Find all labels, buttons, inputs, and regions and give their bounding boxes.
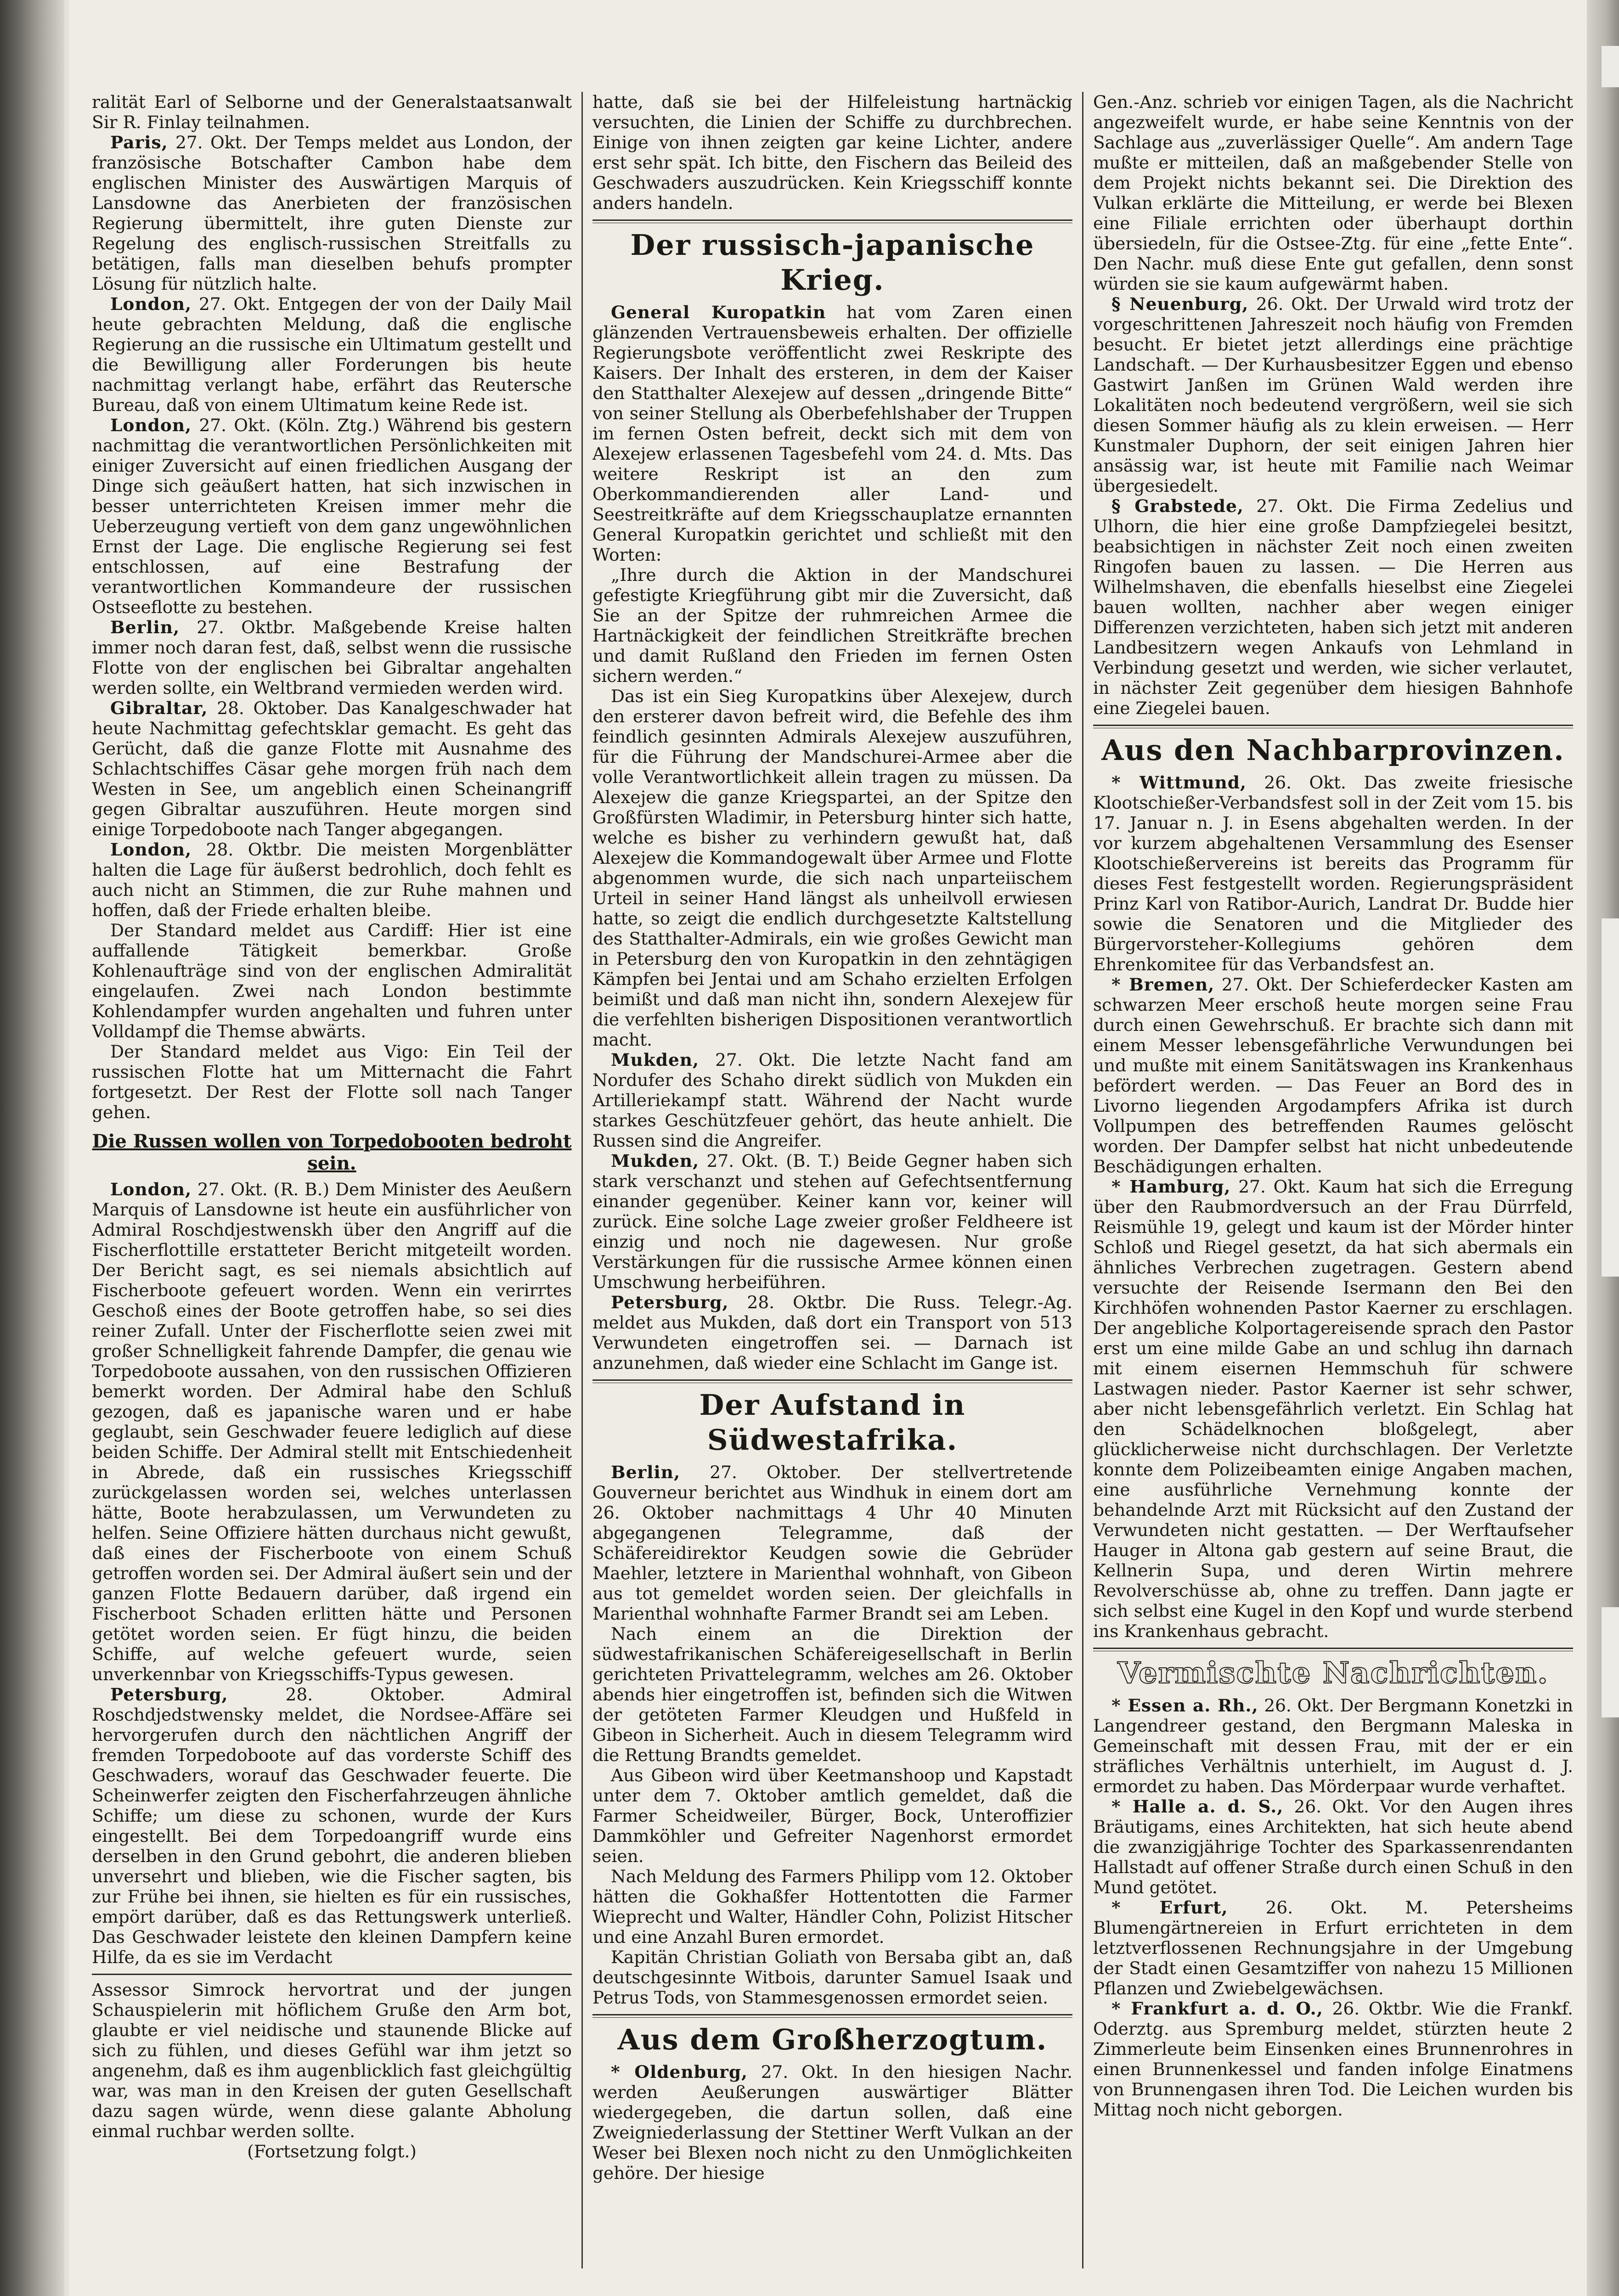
news-text: 27. Okt. Der Temps meldet aus London, der französische Botschafter Cambon habe dem englischen Minister des Auswärtigen Marquis of Lansdowne das Anerbieten der französischen Regierung übermittelt, ihre guten Dienste zur Regelung des englisch-russischen Streitfalls zu betätigen, falls man dieselben behufs prompter Lösung für nützlich halte. [92,132,572,294]
column-divider [1082,92,1083,2268]
book-binding-shadow [0,0,64,2296]
page-edge-tab [1602,1607,1619,1717]
dateline: * Halle a. d. S., [1111,1796,1284,1817]
news-item-hamburg [1093,1176,1573,1641]
dateline: London, [110,415,192,435]
divider [592,219,1072,223]
text-columns [92,92,1587,2268]
page-edge-tab [1602,918,1619,1277]
column-2 [592,92,1072,2268]
news-item-berlin [592,1462,1072,1624]
continued-note: (Fortsetzung folgt.) [247,2141,417,2161]
section-heading: Vermischte Nachrichten. [1117,1656,1549,1690]
news-item-kuropatkin [592,302,1072,565]
news-item-mukden [592,1050,1072,1151]
news-item-bremen [1093,974,1573,1176]
news-item-paris [92,132,572,294]
news-item-wittmund [1093,772,1573,974]
dateline: Gibraltar, [110,698,208,718]
news-item-neuenburg [1093,294,1573,496]
section-heading: Der Aufstand in Südwestafrika. [699,1388,966,1457]
news-text: 27. Okt. Entgegen der von der Daily Mail heute gebrachten Meldung, daß die englische Regierung an die russische ein Ultimatum gestellt und die Bewilligung aller Forderungen bis heute nachmittag verlangt habe, erfährt das Reutersche Bureau, daß von einem Ultimatum keine Rede ist. [92,294,572,415]
divider [592,2014,1072,2018]
paragraph: Kapitän Christian Goliath von Bersaba gibt an, daß deutschgesinnte Witbois, darunter Samuel Isaak und Petrus Tods, von Stammesgenossen ermordet seien. [592,1947,1072,2008]
dateline: * Erfurt, [1111,1897,1228,1918]
dateline: Petersburg, [611,1292,729,1312]
news-text: 26. Okt. Vor den Augen ihres Bräutigams, eines Architekten, hat sich heute abend die zwanzigjährige Tochter des Sparkassenrendanten Hallstadt auf offener Straße durch einen Schuß in den Mund getötet. [1093,1796,1573,1897]
news-text: 27. Okt. Die Firma Zedelius und Ulhorn, die hier eine große Dampfziegelei besitzt, beabsichtigen in nächster Zeit noch einen zweiten Ringofen bauen zu lassen. — Die Herren aus Wilhelmshaven, die ebenfalls hieselbst eine Ziegelei bauen wollten, nachher aber wegen einiger Differenzen verzichteten, haben sich jetzt mit anderen Landbesitzern wegen Ankaufs von Lehmland in Verbindung gesetzt und werden, wie sicher verlautet, in nächster Zeit gegenüber dem hiesigen Bahnhofe eine Ziegelei bauen. [1093,496,1573,718]
dateline: Berlin, [110,617,180,637]
news-item-petersburg [592,1292,1072,1373]
news-item-essen [1093,1695,1573,1796]
section-heading: Aus dem Großherzogtum. [617,2023,1048,2056]
news-item-london [92,294,572,415]
news-text: 27. Okt. (B. T.) Beide Gegner haben sich stark verschanzt und stehen auf Gefechtsentfernung einander gegenüber. Keiner kann vor, keiner will zurück. Eine solche Lage zweier großer Feldheere ist einzig und noch nie dagewesen. Nur große Verstärkungen für die russische Armee können einen Umschwung herbeiführen. [592,1151,1072,1292]
dateline: * Oldenburg, [611,2062,748,2082]
paragraph: Gen.-Anz. schrieb vor einigen Tagen, als die Nachricht angezweifelt wurde, er habe seine Kenntnis von der Sachlage aus „zuverlässiger Quelle“. Am andern Tage mußte er mitteilen, daß an maßgebender Stelle von dem Projekt nichts bekannt sei. Die Direktion des Vulkan erklärte die Mitteilung, er werde bei Blexen eine Filiale errichten oder überhaupt dorthin übersiedeln, für die Ostsee-Ztg. für eine „fette Ente“. Den Nachr. muß diese Ente gut gefallen, denn sonst würden sie sie kaum aufgewärmt haben. [1093,92,1573,294]
news-text: hat vom Zaren einen glänzenden Vertrauensbeweis erhalten. Der offizielle Regierungsbote veröffentlicht zwei Reskripte des Kaisers. Der Inhalt des ersteren, in dem der Kaiser den Statthalter Alexejew auf dessen „dringende Bitte“ von seiner Stellung als Oberbefehlshaber der Truppen im fernen Osten befreit, deckt sich mit dem von Alexejew erlassenen Tagesbefehl vom 24. d. Mts. Das weitere Reskript ist an den zum Oberkommandierenden aller Land- und Seestreitkräfte auf dem Kriegsschauplatze ernannten General Kuropatkin gerichtet und schließt mit den Worten: [592,302,1072,565]
news-item-berlin [92,617,572,698]
dateline: * Hamburg, [1111,1176,1231,1197]
dateline: Berlin, [611,1462,681,1482]
news-text: 28. Oktbr. Die meisten Morgenblätter halten die Lage für äußerst bedrohlich, doch fehlt es auch nicht an Stimmen, die zur Ruhe mahnen und hoffen, daß der Friede erhalten bleibe. [92,839,572,920]
news-item-london [92,839,572,920]
dateline: General Kuropatkin [611,302,826,322]
divider [92,1974,572,1975]
divider [1093,1648,1573,1651]
dateline: * Frankfurt a. d. O., [1111,1998,1323,2019]
paragraph: Aus Gibeon wird über Keetmanshoop und Kapstadt unter dem 7. Oktober amtlich gemeldet, daß die Farmer Scheidweiler, Bürger, Bock, Unteroffizier Dammköhler und Gefreiter Nagenhorst ermordet seien. [592,1765,1072,1866]
paragraph: hatte, daß sie bei der Hilfeleistung hartnäckig versuchten, die Linien der Schiffe zu durchbrechen. Einige von ihnen zeigten gar keine Lichter, andere erst sehr spät. Ich bitte, den Fischern das Beileid des Geschwaders auszudrücken. Kein Kriegsschiff konnte anders handeln. [592,92,1072,213]
dateline: Petersburg, [110,1684,228,1705]
paragraph: Der Standard meldet aus Cardiff: Hier ist eine auffallende Tätigkeit bemerkbar. Große Kohlenaufträge sind von der englischen Admiralität eingelaufen. Zwei nach London bestimmte Kohlendampfer wurden angehalten und fuhren unter Volldampf die Themse abwärts. [92,920,572,1041]
quotation: „Ihre durch die Aktion in der Mandschurei gefestigte Kriegführung gibt mir die Zuversicht, daß Sie an der Spitze der ruhmreichen Armee die Hartnäckigkeit der feindlichen Streitkräfte brechen und damit Rußland den Frieden im fernen Osten sichern werden.“ [592,565,1072,686]
news-text: 27. Okt. (R. B.) Dem Minister des Aeußern Marquis of Lansdowne ist heute ein ausführlicher von Admiral Roschdjestwenskh über den Angriff auf die Fischerflottille erstatteter Bericht mitgeteilt worden. Der Bericht sagt, es sei niemals absichtlich auf Fischerboote gefeuert worden. Wenn ein verirrtes Geschoß eines der Boote getroffen habe, so sei dies reiner Zufall. Unter der Fischerflotte seien zwei mit großer Schnelligkeit fahrende Dampfer, die genau wie Torpedoboote aussahen, von den russischen Offizieren bemerkt worden. Der Admiral habe den Schluß gezogen, daß es japanische waren und er habe geglaubt, sein Geschwader feuere lediglich auf diese beiden Schiffe. Der Admiral stellt mit Entschiedenheit in Abrede, daß ein russisches Kriegsschiff zurückgelassen worden sei, welches unterlassen hätte, Boote herabzulassen, um Verwundeten zu helfen. Seine Offiziere hätten durchaus nicht gewußt, daß eines der Fischerboote von einem Schuß getroffen worden sei. Der Admiral äußert sein und der ganzen Flotte Bedauern darüber, daß irgend ein Fischerboot Schaden erlitten hätte und Personen getötet worden seien. Er fügt hinzu, die beiden Schiffe, auf welche gefeuert wurde, seien unverkennbar von Kriegsschiffs-Typus gewesen. [92,1179,572,1684]
dateline: Mukden, [611,1050,699,1070]
section-heading: Aus den Nachbarprovinzen. [1101,733,1565,767]
dateline: London, [110,839,192,860]
paragraph: Nach Meldung des Farmers Philipp vom 12. Oktober hätten die Gokhaßfer Hottentotten die Farmer Wieprecht und Walter, Händler Cohn, Polizist Hitscher und eine Anzahl Buren ermordet. [592,1866,1072,1947]
divider [1093,725,1573,728]
news-text: 27. Okt. In den hiesigen Nachr. werden Aeußerungen auswärtiger Blätter wiedergegeben, die dartun sollen, daß eine Zweigniederlassung der Stettiner Werft Vulkan an der Weser bei Blexen noch nicht zu den Unmöglichkeiten gehöre. Der hiesige [592,2062,1072,2183]
column-3 [1093,92,1573,2268]
dateline: * Essen a. Rh., [1111,1695,1258,1716]
dateline: * Wittmund, [1111,772,1247,793]
news-item-erfurt [1093,1897,1573,1998]
dateline: London, [110,294,192,314]
news-item-petersburg [92,1684,572,1967]
paragraph: Das ist ein Sieg Kuropatkins über Alexejew, durch den ersterer davon befreit wird, die Befehle des ihm feindlich gesinnten Admirals Alexejew auszuführen, für die Führung der Mandschurei-Armee aber die volle Verantwortlichkeit allein tragen zu müssen. Da Alexejew die ganze Kriegspartei, an der Spitze den Großfürsten Wladimir, in Petersburg hinter sich hatte, welche es bisher zu verhindern gewußt hat, daß Alexejew die Kommandogewalt über Armee und Flotte abgenommen wurde, die sich nach unparteiischem Urteil in seiner Hand längst als unheilvoll erwiesen hatte, so zeigt die endlich durchgesetzte Kaltstellung des Statthalter-Admirals, ein wie großes Gewicht man in Petersburg den von Kuropatkin in den zehntägigen Kämpfen bei Jentai und am Schaho erzielten Erfolgen beimißt und daß man nicht ihn, sondern Alexejew für die verfehlten bisherigen Dispositionen verantwortlich macht. [592,686,1072,1050]
news-item-frankfurt [1093,1998,1573,2120]
news-text: 27. Oktbr. Maßgebende Kreise halten immer noch daran fest, daß, selbst wenn die russische Flotte von der englischen bei Gibraltar angehalten werden sollte, ein Weltbrand vermieden werden wird. [92,617,572,698]
dateline: Mukden, [611,1151,699,1171]
news-item-oldenburg [592,2062,1072,2183]
news-text: 28. Oktober. Das Kanalgeschwader hat heute Nachmittag gefechtsklar gemacht. Es geht das Gerücht, daß die ganze Flotte mit Ausnahme des Schlachtschiffes Cäsar gehe morgen früh nach dem Westen in See, um angeblich einen Scheinangriff gegen Gibraltar auszuführen. Heute morgen sind einige Torpedoboote nach Tanger abgegangen. [92,698,572,839]
news-item-mukden [592,1151,1072,1292]
news-text: 27. Okt. Die letzte Nacht fand am Nordufer des Schaho direkt südlich von Mukden ein Artilleriekampf statt. Während der Nacht wurde starkes Geschützfeuer gehört, das heute anhielt. Die Russen sind die Angreifer. [592,1050,1072,1151]
dateline: London, [110,1179,192,1199]
news-text: 28. Oktober. Admiral Roschdjedstwensky meldet, die Nordsee-Affäre sei hervorgerufen durch den nächtlichen Angriff der fremden Torpedoboote auf das vorderste Schiff des Geschwaders, worauf das Geschwader feuerte. Die Scheinwerfer zeigten den Fischerfahrzeugen ähnliche Schiffe; um diese zu schonen, wurde der Kurs eingestellt. Bei dem Torpedoangriff wurde eins derselben in den Grund gebohrt, die anderen blieben unversehrt und blieben, wie die Fischer sagten, bis zur Frühe bei ihnen, sie hielten es für ein russisches, empört darüber, daß es das Rettungswerk unterließ. Das Geschwader leistete den kleinen Dampfern keine Hilfe, da es sie im Verdacht [92,1684,572,1967]
news-text: 27. Okt. Kaum hat sich die Erregung über den Raubmordversuch an der Frau Dürrfeld, Reismühle 19, gelegt und kaum ist der Mörder hinter Schloß und Riegel gesetzt, da hat sich abermals ein ähnliches Verbrechen zugetragen. Gestern abend versuchte der Reisende Isermann den Bei den Kirchhöfen wohnenden Pastor Kaerner zu erschlagen. Der angebliche Kolportagereisende sprach den Pastor erst um eine milde Gabe an und schlug ihn darnach mit einem eisernen Hemmschuh für schwere Lastwagen nieder. Pastor Kaerner ist sehr schwer, aber nicht lebensgefährlich verletzt. Ein Schlag hat den Schädelknochen bloßgelegt, aber glücklicherweise nicht durchschlagen. Der Verletzte konnte dem Polizeibeamten einige Angaben machen, eine ausführliche Vernehmung konnte der behandelnde Arzt mit Rücksicht auf den Zustand der Verwundeten nicht gestatten. — Der Werftaufseher Hauger in Altona gab gestern auf seine Braut, die Kellnerin Supa, und deren Wirtin mehrere Revolverschüsse ab, ohne zu treffen. Dann jagte er sich selbst eine Kugel in den Kopf und wurde sterbend ins Krankenhaus gebracht. [1093,1176,1573,1641]
section-subheading: Die Russen wollen von Torpedobooten bedroht sein. [92,1131,572,1174]
column-1 [92,92,572,2268]
news-text: 28. Oktbr. Die Russ. Telegr.-Ag. meldet aus Mukden, daß dort ein Transport von 513 Verwundeten eingetroffen sei. — Darnach ist anzunehmen, daß wieder eine Schlacht im Gange ist. [592,1292,1072,1373]
dateline: Paris, [110,132,168,152]
dateline: * Bremen, [1111,974,1215,995]
news-text: 26. Okt. M. Petersheims Blumengärtnereien in Erfurt errichteten in dem letztverflossenen Rechnungsjahre in der Umgebung der Stadt einen Gesamtziffer von nahezu 15 Millionen Pflanzen und Zwiebelgewächsen. [1093,1897,1573,1998]
news-text: 27. Okt. Der Schieferdecker Kasten am schwarzen Meer erschoß heute morgen seine Frau durch einen Gewehrschuß. Er brachte sich dann mit einem Messer lebensgefährliche Verwundungen bei und mußte mit einem Sanitätswagen ins Krankenhaus befördert werden. — Das Feuer an Bord des in Livorno liegenden Argodampfers Afrika ist durch Vollpumpen des betreffenden Raumes gelöscht worden. Der Dampfer selbst hat nicht unbedeutende Beschädigungen erhalten. [1093,974,1573,1176]
news-item-grabstede [1093,496,1573,718]
news-text: 26. Okt. Das zweite friesische Klootschießer-Verbandsfest soll in der Zeit vom 15. bis 17. Januar n. J. in Esens abgehalten werden. In der vor kurzem abgehaltenen Versammlung des Esenser Klootschießervereins ist bereits das Programm für dieses Fest festgestellt worden. Regierungspräsident Prinz Karl von Ratibor-Aurich, Landrat Dr. Budde hier sowie die Senatoren und die Mitglieder des Bürgervorsteher-Kollegiums gehören dem Ehrenkomitee für das Verbandsfest an. [1093,772,1573,974]
divider [592,1379,1072,1383]
news-item-halle [1093,1796,1573,1897]
news-item-gibraltar [92,698,572,839]
dateline: § Neuenburg, [1111,294,1249,314]
column-divider [581,92,583,2268]
news-text: 26. Okt. Der Urwald wird trotz der vorgeschrittenen Jahreszeit noch häufig von Fremden besucht. Er bietet jetzt allerdings eine prächtige Landschaft. — Der Kurhausbesitzer Eggen und ebenso Gastwirt Janßen im Grünen Wald werden ihre Lokalitäten noch bedeutend vergrößern, weil sie sich diesen Sommer häufig als zu klein erweisen. — Herr Kunstmaler Duphorn, der seit einigen Jahren hier ansässig war, ist heute mit Familie nach Weimar übergesiedelt. [1093,294,1573,496]
news-item-london [92,415,572,617]
feuilleton-text: Assessor Simrock hervortrat und der jungen Schauspielerin mit höflichem Gruße den Arm bot, glaubte er viel neidische und staunende Blicke auf sich zu fühlen, und dieses Gefühl war ihm jetzt so angenehm, daß es ihm augenblicklich fast gleichgültig war, was man in den Kreisen der guten Gesellschaft dazu sagen würde, wenn diese galante Abholung einmal ruchbar werden sollte. [92,1980,572,2141]
news-text: 27. Oktober. Der stellvertretende Gouverneur berichtet aus Windhuk in einem dort am 26. Oktober nachmittags 4 Uhr 40 Minuten abgegangenen Telegramme, daß der Schäfereidirektor Keudgen sowie die Gebrüder Maehler, letztere in Marienthal wohnhaft, von Gibeon aus tot gemeldet worden seien. Der gleichfalls in Marienthal wohnhafte Farmer Brandt sei am Leben. [592,1462,1072,1624]
section-heading: Der russisch-japanische Krieg. [630,228,1035,297]
news-text: 26. Okt. Der Bergmann Konetzki in Langendreer gestand, den Bergmann Maleska in Gemeinschaft mit dessen Frau, mit der er ein sträfliches Verhältnis unterhielt, im August d. J. ermordet zu haben. Das Mörderpaar wurde verhaftet. [1093,1695,1573,1796]
paragraph: Der Standard meldet aus Vigo: Ein Teil der russischen Flotte hat um Mitternacht die Fahrt fortgesetzt. Der Rest der Flotte soll nach Tanger gehen. [92,1041,572,1122]
news-text: 27. Okt. (Köln. Ztg.) Während bis gestern nachmittag die verantwortlichen Persönlichkeiten mit einiger Zuversicht auf einen friedlichen Ausgang der Dinge sich geäußert hatten, hat sich inzwischen in besser unterrichteten Kreisen immer mehr die Ueberzeugung vertieft von dem ganz ungewöhnlichen Ernst der Lage. Die englische Regierung sei fest entschlossen, auf eine Bestrafung der verantwortlichen Kommandeure der russischen Ostseeflotte zu bestehen. [92,415,572,617]
news-text: 26. Oktbr. Wie die Frankf. Oderztg. aus Spremburg meldet, stürzten heute 2 Zimmerleute beim Einsenken eines Brunnenrohres in einen Brunnenkessel und fanden infolge Einatmens von Brunnengasen ihren Tod. Die Leichen wurden bis Mittag noch nicht geborgen. [1093,1998,1573,2120]
dateline: § Grabstede, [1111,496,1244,516]
page-edge-tab [1602,46,1619,87]
news-item-london [92,1179,572,1684]
paragraph: ralität Earl of Selborne und der Generalstaatsanwalt Sir R. Finlay teilnahmen. [92,92,572,132]
paragraph: Nach einem an die Direktion der südwestafrikanischen Schäfereigesellschaft in Berlin gerichteten Privattelegramm, welches am 26. Oktober abends hier eingetroffen ist, befinden sich die Witwen der getöteten Farmer Kleudgen und Hußfeld in Gibeon in Sicherheit. Auch in diesem Telegramm wird die Rettung Brandts gemeldet. [592,1624,1072,1765]
